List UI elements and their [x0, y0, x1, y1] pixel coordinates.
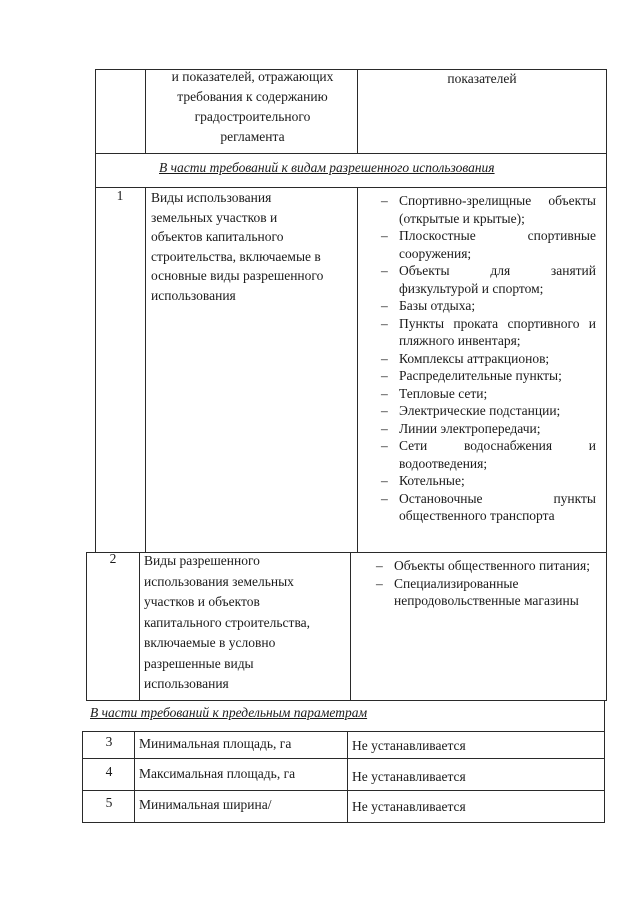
- list-item: [381, 385, 596, 403]
- row-items-list: [381, 192, 596, 525]
- dash-bullet: –: [381, 420, 388, 436]
- list-item: [381, 437, 596, 472]
- row-description: Виды использования земельных участков и объектов капитального строительства, включаемые в основные виды разрешенного использования: [151, 190, 324, 303]
- table-line: [347, 731, 348, 823]
- list-item-text: Плоскостные спортивные сооружения;: [399, 228, 596, 261]
- table-line: [86, 552, 87, 701]
- param-value: Не устанавливается: [352, 738, 466, 753]
- list-item: [381, 262, 596, 297]
- param-value: Не устанавливается: [352, 769, 466, 784]
- list-item: [381, 402, 596, 420]
- param-name: Максимальная площадь, га: [139, 766, 296, 781]
- param-name: Минимальная площадь, га: [139, 736, 292, 751]
- list-item-text: Распределительные пункты;: [399, 368, 562, 383]
- row-items-list: [376, 557, 592, 610]
- list-item-text: Линии электропередачи;: [399, 420, 541, 436]
- dash-bullet: –: [381, 193, 388, 208]
- row-number: 5: [105, 795, 113, 810]
- table-line: [82, 758, 604, 759]
- list-item-text: Специализированные непродовольственные магазины: [394, 575, 579, 608]
- list-item: [381, 490, 596, 525]
- dash-bullet: –: [381, 298, 388, 313]
- dash-bullet: –: [381, 403, 388, 418]
- table-line: [134, 731, 135, 823]
- table-line: [82, 790, 604, 791]
- list-item-text: Объекты общественного питания;: [394, 558, 590, 573]
- section-heading: В части требований к видам разрешенного использования: [159, 160, 495, 175]
- dash-bullet: –: [381, 368, 388, 383]
- table-line: [95, 69, 96, 553]
- row-number: 3: [105, 734, 113, 749]
- list-item-text: Остановочные пункты общественного транспорта: [399, 490, 596, 523]
- table-line: [139, 552, 140, 701]
- header-right-text: показателей: [447, 71, 517, 86]
- table-line: [145, 69, 146, 154]
- row-number: 4: [105, 764, 113, 779]
- list-item: [381, 315, 596, 350]
- header-left-text: и показателей, отражающих требования к содержанию градостроительного регламента: [171, 69, 334, 144]
- table-line: [606, 69, 607, 701]
- table-line: [82, 822, 604, 823]
- list-item: [381, 297, 596, 315]
- list-item-text: Комплексы аттракционов;: [399, 350, 550, 366]
- list-item: [376, 557, 592, 575]
- list-item-text: Объекты для занятий физкультурой и спортом;: [399, 263, 596, 296]
- table-line: [82, 731, 604, 732]
- list-item-text: Котельные;: [399, 473, 465, 488]
- table-line: [357, 187, 358, 553]
- list-item-text: Спортивно-зрелищные объекты (открытые и крытые);: [399, 193, 596, 226]
- dash-bullet: –: [381, 350, 388, 366]
- list-item: [381, 367, 596, 385]
- list-item-text: Пункты проката спортивного и пляжного инвентаря;: [399, 315, 596, 348]
- list-item: [381, 227, 596, 262]
- table-line: [82, 731, 83, 823]
- param-name: Минимальная ширина/: [139, 797, 272, 812]
- dash-bullet: –: [376, 558, 383, 573]
- section-heading: В части требований к предельным параметрам: [90, 705, 368, 720]
- list-item: [381, 472, 596, 490]
- table-line: [357, 69, 358, 154]
- dash-bullet: –: [381, 228, 388, 243]
- list-item: [381, 420, 596, 438]
- dash-bullet: –: [381, 385, 388, 401]
- list-item-text: Тепловые сети;: [399, 385, 488, 401]
- table-line: [145, 187, 146, 553]
- list-item: [381, 192, 596, 227]
- row-number: 2: [109, 551, 117, 566]
- list-item-text: Электрические подстанции;: [399, 403, 561, 418]
- dash-bullet: –: [381, 490, 388, 506]
- param-value: Не устанавливается: [352, 799, 466, 814]
- dash-bullet: –: [381, 473, 388, 488]
- table-line: [95, 153, 607, 154]
- table-line: [604, 700, 605, 823]
- dash-bullet: –: [381, 315, 388, 331]
- row-description: Виды разрешенного использования земельных участков и объектов капитального строительства, включаемые в условно разрешенные виды использования: [144, 553, 311, 691]
- table-line: [86, 700, 606, 701]
- list-item: [381, 350, 596, 368]
- dash-bullet: –: [381, 263, 388, 278]
- dash-bullet: –: [381, 438, 388, 453]
- dash-bullet: –: [376, 575, 383, 591]
- row-number: 1: [116, 188, 124, 203]
- list-item-text: Сети водоснабжения и водоотведения;: [399, 438, 596, 471]
- list-item: [376, 575, 592, 610]
- list-item-text: Базы отдыха;: [399, 298, 476, 313]
- table-line: [350, 552, 351, 701]
